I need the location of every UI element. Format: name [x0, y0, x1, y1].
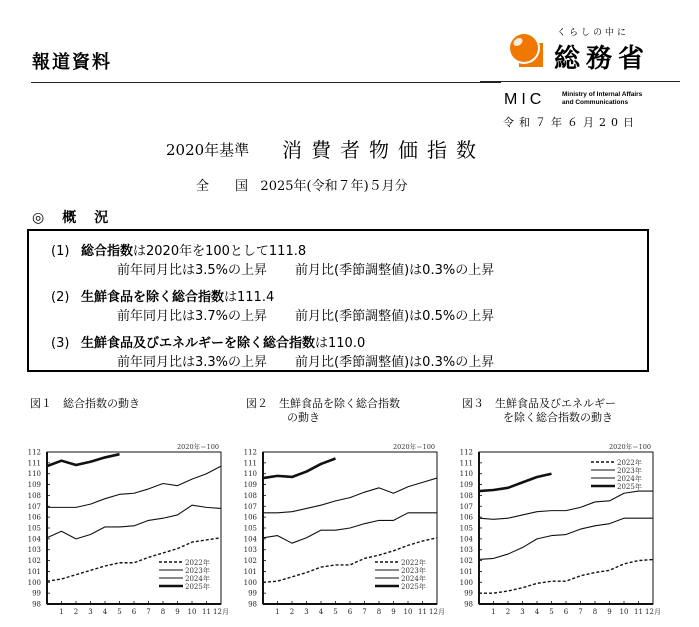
- series-line-2025年: [263, 459, 336, 479]
- y-tick-label: 98: [248, 600, 257, 609]
- item-number: (2): [51, 290, 70, 305]
- header-divider: [31, 82, 501, 83]
- y-tick-label: 98: [32, 600, 41, 609]
- y-tick-label: 112: [459, 448, 473, 457]
- logo-divider: [480, 81, 680, 82]
- item-yoy: 前年同月比は3.3%の上昇: [117, 355, 268, 370]
- y-tick-label: 102: [459, 557, 473, 566]
- y-tick-label: 100: [243, 578, 257, 587]
- base-year-note: 2020年＝100: [177, 443, 219, 451]
- item-number: (1): [51, 244, 70, 259]
- y-tick-label: 108: [459, 491, 473, 500]
- series-line-2024年: [263, 478, 437, 513]
- x-tick-label: 9: [607, 608, 612, 616]
- series-line-2025年: [479, 474, 552, 491]
- release-date: 令和７年６月20日: [503, 116, 639, 129]
- overview-item-3: [51, 332, 365, 351]
- title-base-year: 2020年基準: [166, 141, 250, 159]
- item-mom: 前月比(季節調整値)は0.3%の上昇: [295, 355, 495, 370]
- y-tick-label: 109: [27, 481, 41, 490]
- series-line-2023年: [479, 518, 653, 559]
- y-tick-label: 104: [459, 535, 473, 544]
- x-tick-label: 10: [619, 608, 629, 616]
- y-tick-label: 104: [27, 535, 41, 544]
- legend-label: 2025年: [185, 583, 210, 591]
- y-tick-label: 111: [459, 459, 473, 468]
- legend-label: 2022年: [401, 559, 426, 567]
- item-yoy: 前年同月比は3.7%の上昇: [117, 309, 268, 324]
- base-year-note: 2020年＝100: [393, 443, 435, 451]
- x-tick-label: 5: [549, 608, 554, 616]
- y-tick-label: 103: [243, 546, 257, 555]
- legend-label: 2023年: [617, 467, 642, 475]
- series-line-2023年: [263, 513, 437, 543]
- x-tick-label: 3: [88, 608, 93, 616]
- y-tick-label: 110: [459, 470, 473, 479]
- y-tick-label: 112: [243, 448, 257, 457]
- y-tick-label: 99: [464, 589, 473, 598]
- y-tick-label: 105: [459, 524, 473, 533]
- legend-label: 2022年: [185, 559, 210, 567]
- item-value: は111.4: [224, 290, 275, 305]
- y-tick-label: 107: [27, 502, 41, 511]
- item-value: は110.0: [315, 336, 366, 351]
- item-number: (3): [51, 336, 70, 351]
- x-tick-label: 1: [491, 608, 496, 616]
- item-mom: 前月比(季節調整値)は0.5%の上昇: [295, 309, 495, 324]
- y-tick-label: 101: [459, 567, 473, 576]
- y-tick-label: 111: [27, 459, 41, 468]
- logo-tagline: くらしの中に: [557, 28, 630, 38]
- figure-title-line: 図２ 生鮮食品を除く総合指数: [246, 397, 400, 410]
- overview-item-3-changes: [117, 351, 494, 370]
- overview-item-1-changes: [117, 259, 494, 278]
- y-tick-label: 99: [248, 589, 257, 598]
- press-release-label: 報道資料: [32, 52, 112, 73]
- item-indicator-name: 生鮮食品を除く総合指数: [81, 290, 225, 305]
- x-tick-label: 2: [73, 608, 79, 616]
- x-tick-label: 7: [146, 608, 151, 616]
- x-tick-label: 9: [391, 608, 396, 616]
- x-tick-label: 4: [318, 608, 324, 616]
- figure-title-line: 図１ 総合指数の動き: [30, 397, 140, 410]
- x-tick-label: 8: [160, 608, 166, 616]
- y-tick-label: 107: [459, 502, 473, 511]
- y-tick-label: 105: [27, 524, 41, 533]
- y-tick-label: 98: [464, 600, 473, 609]
- x-tick-label: 12月: [213, 608, 229, 616]
- legend-label: 2025年: [617, 483, 642, 491]
- y-tick-label: 110: [243, 470, 257, 479]
- y-tick-label: 99: [32, 589, 41, 598]
- x-tick-label: 11: [418, 608, 427, 616]
- figure-title-line: を除く総合指数の動き: [503, 411, 613, 424]
- y-tick-label: 102: [243, 557, 257, 566]
- y-tick-label: 101: [243, 567, 257, 576]
- x-tick-label: 3: [520, 608, 525, 616]
- x-tick-label: 6: [347, 608, 353, 616]
- x-tick-label: 6: [563, 608, 569, 616]
- y-tick-label: 105: [243, 524, 257, 533]
- x-tick-label: 7: [362, 608, 367, 616]
- item-yoy: 前年同月比は3.5%の上昇: [117, 263, 268, 278]
- y-tick-label: 101: [27, 567, 41, 576]
- legend-label: 2024年: [185, 575, 210, 583]
- y-tick-label: 100: [459, 578, 473, 587]
- overview-item-2: [51, 286, 274, 305]
- series-line-2024年: [479, 491, 653, 519]
- series-line-2025年: [47, 454, 120, 466]
- y-tick-label: 106: [243, 513, 257, 522]
- x-tick-label: 5: [117, 608, 122, 616]
- subtitle-region: 全 国: [196, 179, 249, 194]
- figure-title-line: 図３ 生鮮食品及びエネルギー: [462, 397, 616, 410]
- x-tick-label: 8: [592, 608, 598, 616]
- x-tick-label: 12月: [645, 608, 661, 616]
- y-tick-label: 108: [27, 491, 41, 500]
- y-tick-label: 106: [459, 513, 473, 522]
- overview-box: [27, 229, 649, 372]
- series-line-2023年: [47, 505, 221, 539]
- x-tick-label: 1: [275, 608, 280, 616]
- mic-sub-line2: and Communications: [562, 99, 629, 106]
- x-tick-label: 6: [131, 608, 137, 616]
- series-line-2022年: [479, 559, 653, 593]
- subtitle: [196, 175, 408, 194]
- x-tick-label: 8: [376, 608, 382, 616]
- figure-2-chart: [236, 440, 451, 627]
- mic-sub-line1: Ministry of Internal Affairs: [562, 91, 643, 98]
- x-tick-label: 10: [403, 608, 413, 616]
- overview-item-2-changes: [117, 305, 494, 324]
- x-tick-label: 2: [289, 608, 295, 616]
- legend-label: 2024年: [617, 475, 642, 483]
- item-value: は2020年を100として111.8: [133, 244, 307, 259]
- legend-label: 2023年: [401, 567, 426, 575]
- y-tick-label: 104: [243, 535, 257, 544]
- y-tick-label: 106: [27, 513, 41, 522]
- figure-3-chart: [452, 440, 667, 627]
- x-tick-label: 4: [534, 608, 540, 616]
- overview-item-1: [51, 240, 306, 259]
- x-tick-label: 3: [304, 608, 309, 616]
- base-year-note: 2020年＝100: [609, 443, 651, 451]
- legend-label: 2023年: [185, 567, 210, 575]
- x-tick-label: 11: [202, 608, 211, 616]
- x-tick-label: 12月: [429, 608, 445, 616]
- mic-logo-icon: [507, 31, 543, 67]
- x-tick-label: 9: [175, 608, 180, 616]
- x-tick-label: 10: [187, 608, 197, 616]
- series-line-2024年: [47, 466, 221, 507]
- figure-2-title: [246, 397, 400, 425]
- y-tick-label: 100: [27, 578, 41, 587]
- x-tick-label: 2: [505, 608, 511, 616]
- y-tick-label: 109: [459, 481, 473, 490]
- legend-label: 2022年: [617, 459, 642, 467]
- figure-title-line: の動き: [287, 411, 320, 424]
- logo-ministry-name: 総務省: [554, 44, 651, 74]
- figure-1-title: [30, 397, 140, 411]
- item-mom: 前月比(季節調整値)は0.3%の上昇: [295, 263, 495, 278]
- y-tick-label: 103: [27, 546, 41, 555]
- x-tick-label: 11: [634, 608, 643, 616]
- y-tick-label: 107: [243, 502, 257, 511]
- figure-3-title: [462, 397, 616, 425]
- item-indicator-name: 生鮮食品及びエネルギーを除く総合指数: [81, 336, 316, 351]
- y-tick-label: 108: [243, 491, 257, 500]
- overview-heading: ◎ 概 況: [32, 210, 111, 226]
- y-tick-label: 103: [459, 546, 473, 555]
- y-tick-label: 109: [243, 481, 257, 490]
- logo-mic-subtitle: [562, 91, 642, 107]
- x-tick-label: 5: [333, 608, 338, 616]
- subtitle-period: 2025年(令和７年)５月分: [260, 179, 408, 194]
- x-tick-label: 1: [59, 608, 64, 616]
- y-tick-label: 111: [243, 459, 257, 468]
- logo-mic: MIC: [504, 91, 546, 108]
- legend-label: 2024年: [401, 575, 426, 583]
- x-tick-label: 7: [578, 608, 583, 616]
- figure-1-chart: [20, 440, 235, 627]
- page-title: 消費者物価指数: [282, 138, 485, 162]
- y-tick-label: 102: [27, 557, 41, 566]
- x-tick-label: 4: [102, 608, 108, 616]
- item-indicator-name: 総合指数: [81, 244, 134, 259]
- y-tick-label: 112: [27, 448, 41, 457]
- legend-label: 2025年: [401, 583, 426, 591]
- y-tick-label: 110: [27, 470, 41, 479]
